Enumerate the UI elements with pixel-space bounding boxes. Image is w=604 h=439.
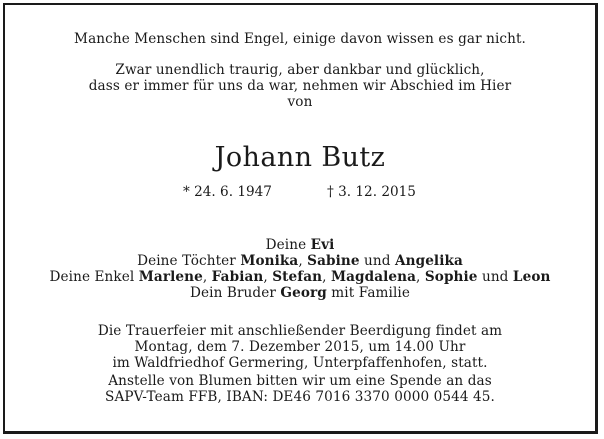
brother-suffix: mit Familie (326, 285, 411, 301)
wife-prefix: Deine (265, 237, 311, 253)
donation-line-2: SAPV-Team FFB, IBAN: DE46 7016 3370 0000 0544 45. (105, 389, 495, 405)
daughter-name: Sabine (307, 253, 360, 269)
wife-name: Evi (310, 237, 335, 253)
grandchild-name: Stefan (272, 269, 323, 285)
grandchild-name: Magdalena (330, 269, 417, 285)
daughter-name: Angelika (394, 253, 463, 269)
separator: , (263, 269, 273, 285)
funeral-line-2: Montag, dem 7. Dezember 2015, um 14.00 Uhr (134, 339, 466, 355)
family-wife (5, 237, 595, 253)
family-daughters (5, 253, 595, 269)
intro-line-1: Zwar unendlich traurig, aber dankbar und glücklich, (115, 62, 485, 78)
separator: und (359, 253, 395, 269)
motto-quote: Manche Menschen sind Engel, einige davon wissen es gar nicht. (74, 31, 526, 47)
grandchild-name: Fabian (211, 269, 264, 285)
separator: , (202, 269, 212, 285)
separator: , (322, 269, 331, 285)
intro-line-3: von (287, 94, 313, 110)
separator: , (416, 269, 425, 285)
obituary-content (5, 5, 595, 431)
separator: und (477, 269, 513, 285)
intro-line-2: dass er immer für uns da war, nehmen wir Abschied im Hier (88, 78, 512, 94)
grandchild-name: Marlene (138, 269, 203, 285)
separator: , (298, 253, 308, 269)
funeral-line-1: Die Trauerfeier mit anschließender Beerdigung findet am (97, 323, 503, 339)
daughters-prefix: Deine Töchter (137, 253, 241, 269)
birth-date: * 24. 6. 1947 (183, 184, 272, 200)
grandchildren-prefix: Deine Enkel (49, 269, 139, 285)
family-grandchildren (5, 269, 595, 285)
family-brother (5, 285, 595, 301)
grandchild-name: Sophie (424, 269, 478, 285)
grandchild-name: Leon (512, 269, 551, 285)
obituary-frame (3, 3, 598, 434)
deceased-name: Johann Butz (214, 142, 386, 173)
donation-line-1: Anstelle von Blumen bitten wir um eine Spende an das (108, 373, 492, 389)
brother-name: Georg (280, 285, 327, 301)
daughter-name: Monika (240, 253, 299, 269)
death-date: † 3. 12. 2015 (327, 184, 416, 200)
brother-prefix: Dein Bruder (189, 285, 281, 301)
funeral-line-3: im Waldfriedhof Germering, Unterpfaffenhofen, statt. (112, 355, 488, 371)
